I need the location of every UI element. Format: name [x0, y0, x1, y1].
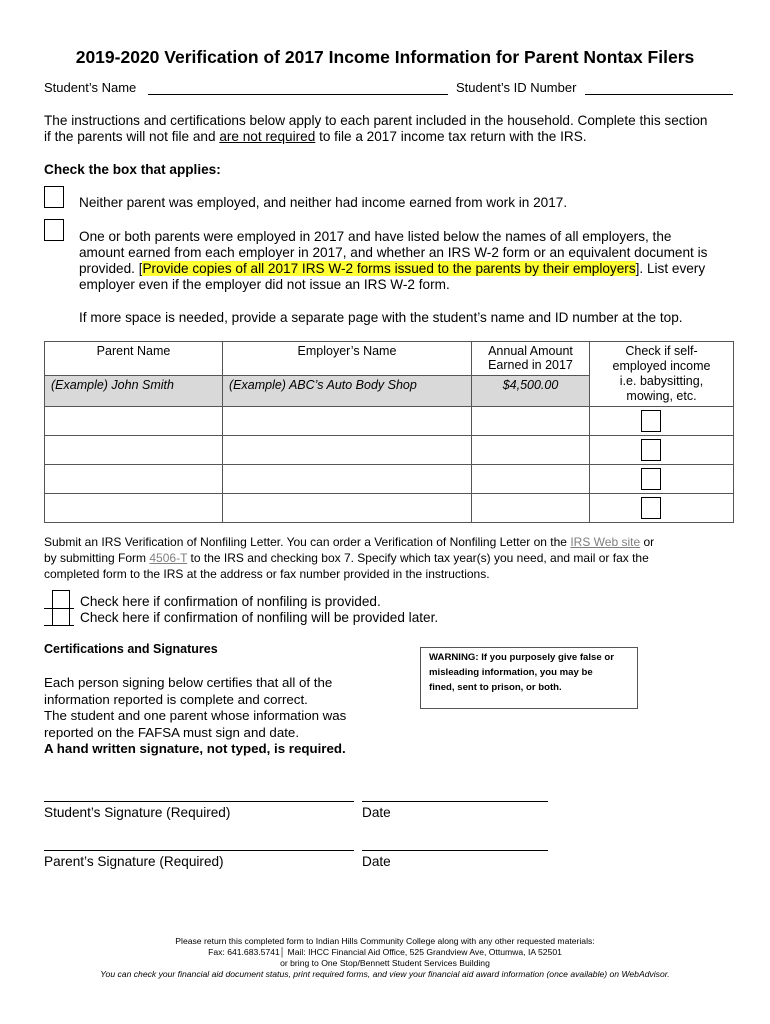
check-heading: Check the box that applies:	[44, 162, 221, 177]
option-employed-checkbox[interactable]	[44, 219, 64, 241]
intro-line-2: if the parents will not file and are not required to file a 2017 income tax return with the IRS.	[44, 129, 587, 144]
student-id-label: Student’s ID Number	[456, 80, 577, 95]
nonfiling-line-2: by submitting Form 4506-T to the IRS and checking box 7. Specify which tax year(s) you need, and mail or fax the	[44, 551, 649, 565]
header-annual-amount: Annual Amount Earned in 2017	[472, 342, 590, 376]
nonfiling-instructions	[44, 534, 654, 582]
parent-date-label: Date	[362, 854, 391, 869]
amount-cell[interactable]	[472, 465, 590, 494]
parent-name-cell[interactable]	[45, 465, 223, 494]
option-employed-line-3: provided. [Provide copies of all 2017 IRS W-2 forms issued to the parents by their employers]. List every	[79, 261, 706, 276]
parent-name-cell[interactable]	[45, 494, 223, 523]
option-employed-line-1: One or both parents were employed in 2017 and have listed below the names of all employers, the	[79, 229, 672, 244]
self-employed-checkbox[interactable]	[641, 468, 661, 490]
self-employed-cell	[590, 494, 734, 523]
footer-line-4: You can check your financial aid document status, print required forms, and view your financial aid award information (once available) on WebAdvisor.	[100, 969, 670, 979]
employer-name-cell[interactable]	[223, 465, 472, 494]
certification-text: Each person signing below certifies that all of the information reported is complete and correct. The student and one parent whose information was reported on the FAFSA must sign and date. A hand written signature, not typed, is required.	[44, 675, 347, 756]
table-row	[45, 465, 734, 494]
checkbox-underline	[44, 625, 74, 626]
student-date-label: Date	[362, 805, 391, 820]
table-row	[45, 494, 734, 523]
employer-name-cell[interactable]	[223, 436, 472, 465]
student-signature-label: Student’s Signature (Required)	[44, 805, 231, 820]
irs-web-site-link[interactable]: IRS Web site	[570, 535, 641, 549]
footer-line-2: Fax: 641.683.5741│ Mail: IHCC Financial Aid Office, 525 Grandview Ave, Ottumwa, IA 52501	[208, 947, 562, 957]
intro-line-1: The instructions and certifications below apply to each parent included in the household. Complete this section	[44, 113, 708, 128]
amount-cell[interactable]	[472, 407, 590, 436]
employer-name-cell[interactable]	[223, 407, 472, 436]
parent-signature-label: Parent’s Signature (Required)	[44, 854, 224, 869]
space-note: If more space is needed, provide a separate page with the student’s name and ID number at the top.	[79, 310, 683, 325]
option-employed-line-4: employer even if the employer did not issue an IRS W-2 form.	[79, 277, 450, 292]
employer-table	[44, 341, 734, 523]
header-self-employed: Check if self- employed income i.e. babysitting, mowing, etc.	[590, 342, 734, 407]
employer-name-cell[interactable]	[223, 494, 472, 523]
student-name-field[interactable]	[148, 94, 448, 95]
confirmation-provided-checkbox[interactable]	[52, 590, 70, 609]
parent-date-line[interactable]	[362, 850, 548, 851]
option-neither-label: Neither parent was employed, and neither had income earned from work in 2017.	[79, 195, 568, 210]
amount-cell[interactable]	[472, 436, 590, 465]
certifications-heading: Certifications and Signatures	[44, 642, 218, 656]
self-employed-checkbox[interactable]	[641, 497, 661, 519]
nonfiling-line-1: Submit an IRS Verification of Nonfiling Letter. You can order a Verification of Nonfiling Letter on the IRS Web site or	[44, 535, 655, 549]
student-signature-line[interactable]	[44, 801, 354, 802]
self-employed-checkbox[interactable]	[641, 439, 661, 461]
self-employed-cell	[590, 436, 734, 465]
self-employed-cell	[590, 407, 734, 436]
warning-box: WARNING: If you purposely give false or misleading information, you may be fined, sent to prison, or both.	[420, 647, 638, 709]
page-title: 2019-2020 Verification of 2017 Income Information for Parent Nontax Filers	[75, 47, 695, 67]
footer-line-1: Please return this completed form to Indian Hills Community College along with any other requested materials:	[175, 936, 595, 946]
option-neither-checkbox[interactable]	[44, 186, 64, 208]
table-header-row	[45, 342, 734, 376]
example-employer-name: (Example) ABC’s Auto Body Shop	[223, 376, 472, 407]
confirmation-provided-label: Check here if confirmation of nonfiling is provided.	[80, 594, 381, 609]
self-employed-checkbox[interactable]	[641, 410, 661, 432]
example-parent-name: (Example) John Smith	[45, 376, 223, 407]
student-name-label: Student’s Name	[44, 80, 137, 95]
header-parent-name: Parent Name	[45, 342, 223, 376]
student-date-line[interactable]	[362, 801, 548, 802]
table-row	[45, 407, 734, 436]
example-amount: $4,500.00	[472, 376, 590, 407]
confirmation-later-label: Check here if confirmation of nonfiling will be provided later.	[80, 610, 439, 625]
self-employed-cell	[590, 465, 734, 494]
confirmation-later-checkbox[interactable]	[52, 608, 70, 626]
header-employer-name: Employer’s Name	[223, 342, 472, 376]
footer-line-3: or bring to One Stop/Bennett Student Services Building	[280, 958, 490, 968]
table-row	[45, 436, 734, 465]
student-id-field[interactable]	[585, 94, 733, 95]
parent-signature-line[interactable]	[44, 850, 354, 851]
nonfiling-line-3: completed form to the IRS at the address or fax number provided in the instructions.	[44, 567, 490, 581]
option-employed-line-2: amount earned from each employer in 2017, and whether an IRS W-2 form or an equivalent document is	[79, 245, 708, 260]
parent-name-cell[interactable]	[45, 407, 223, 436]
form-4506t-link[interactable]: 4506-T	[149, 551, 188, 565]
parent-name-cell[interactable]	[45, 436, 223, 465]
amount-cell[interactable]	[472, 494, 590, 523]
